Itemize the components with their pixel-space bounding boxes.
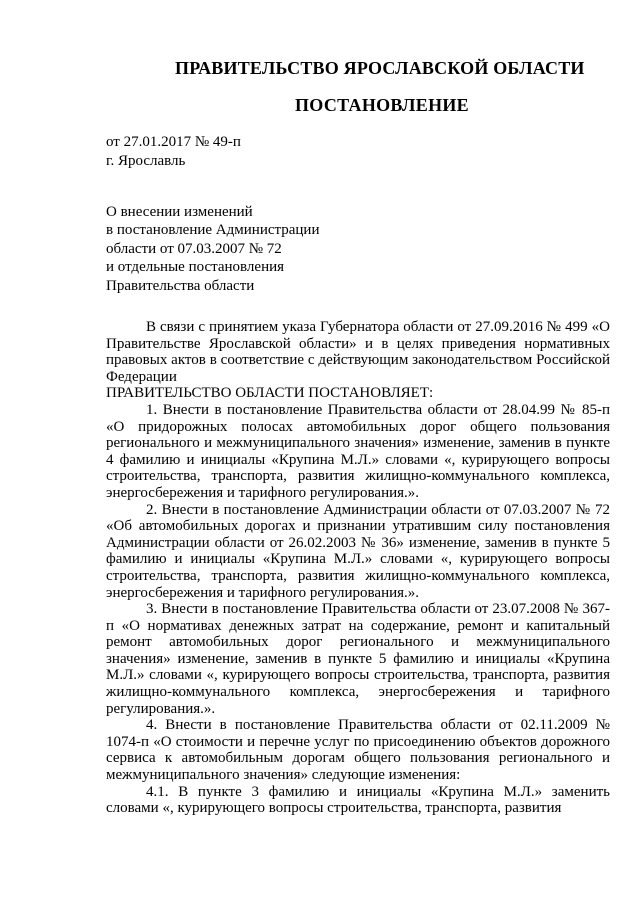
document-type-title: ПОСТАНОВЛЕНИЕ (295, 95, 469, 115)
date-number: от 27.01.2017 № 49-п (106, 134, 241, 150)
subject-line: в постановление Администрации (106, 222, 320, 239)
decree-line: ПРАВИТЕЛЬСТВО ОБЛАСТИ ПОСТАНОВЛЯЕТ: (106, 385, 434, 402)
document-subject (106, 203, 319, 295)
subject-line: Правительства области (106, 277, 255, 294)
body-paragraph: 2. Внести в постановление Администрации области от 07.03.2007 № 72 «Об автомобильных дорогах и признании утратившим силу постановления Администрации области от 26.02.2003 № 36» изменение, заменив в пункте 5 фамилию и инициалы «Крупина М.Л.» словами «, курирующего вопросы строительства, транспорта, развития жилищно-коммунального комплекса, энергосбережения и тарифного регулирования.». (106, 501, 610, 601)
body-paragraph: 4.1. В пункте 3 фамилию и инициалы «Крупина М.Л.» заменить словами «, курирующего вопросы строительства, транспорта, развития (106, 783, 610, 817)
document-meta (106, 133, 241, 171)
city: г. Ярославль (106, 153, 186, 169)
subject-line: О внесении изменений (106, 204, 253, 220)
body-paragraph: 3. Внести в постановление Правительства области от 23.07.2008 № 367-п «О нормативах денежных затрат на содержание, ремонт и капитальный ремонт автомобильных дорог регионального и межмуниципального значения» изменение, заменив в пункте 5 фамилию и инициалы «Крупина М.Л.» словами «, курирующего вопросы строительства, транспорта, развития жилищно-коммунального комплекса, энергосбережения и тарифного регулирования.». (106, 601, 610, 717)
preamble-paragraph: В связи с принятием указа Губернатора области от 27.09.2016 № 499 «О Правительстве Ярославской области» и в целях приведения нормативных правовых актов в соответствие с действующим законодательством Российской Федерации (106, 319, 610, 385)
document-body (106, 319, 610, 817)
subject-line: и отдельные постановления (106, 259, 285, 276)
body-paragraph: 1. Внести в постановление Правительства области от 28.04.99 № 85-п «О придорожных полосах автомобильных дорог общего пользования регионального и межмуниципального значения» изменение, заменив в пункте 4 фамилию и инициалы «Крупина М.Л.» словами «, курирующего вопросы строительства, транспорта, развития жилищно-коммунального комплекса, энергосбережения и тарифного регулирования.». (106, 401, 610, 501)
body-paragraph: 4. Внести в постановление Правительства области от 02.11.2009 № 1074-п «О стоимости и перечне услуг по присоединению объектов дорожного сервиса к автомобильным дорогам общего пользования регионального и межмуниципального значения» следующие изменения: (106, 717, 610, 784)
subject-line: области от 07.03.2007 № 72 (106, 240, 282, 257)
government-title: ПРАВИТЕЛЬСТВО ЯРОСЛАВСКОЙ ОБЛАСТИ (175, 58, 585, 78)
